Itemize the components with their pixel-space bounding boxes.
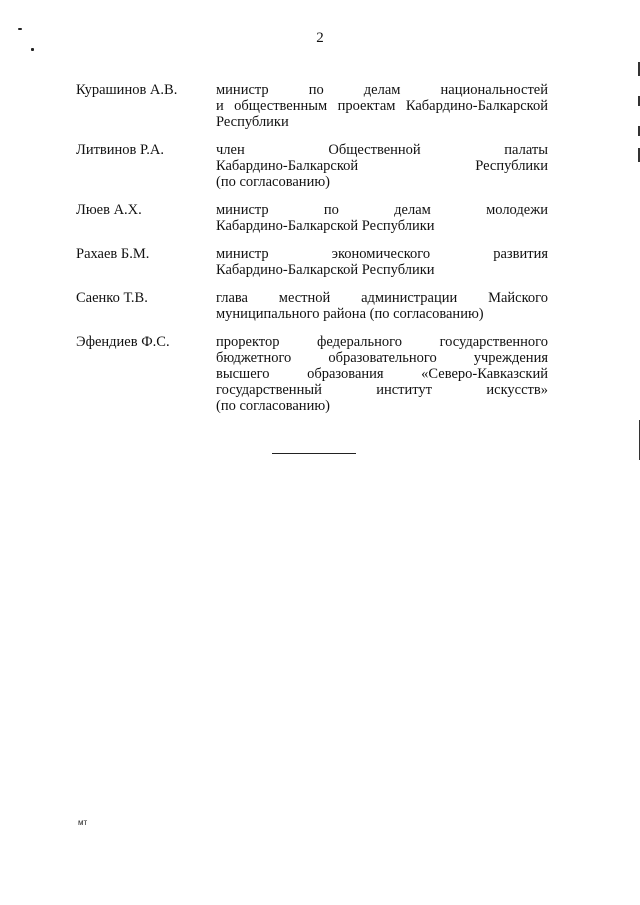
member-row (76, 202, 548, 234)
role-line: высшего образования «Северо-Кавказский (216, 366, 548, 382)
role-line: член Общественной палаты (216, 142, 548, 158)
role-line: проректор федерального государственного (216, 334, 548, 350)
page-number: 2 (316, 30, 324, 46)
role-line: Кабардино-Балкарской Республики (216, 218, 435, 234)
role-line: и общественным проектам Кабардино-Балкарской (216, 98, 548, 114)
role-line: Кабардино-Балкарской Республики (216, 262, 435, 278)
role-line: бюджетного образовательного учреждения (216, 350, 548, 366)
closing-separator-line (272, 453, 356, 454)
member-role (216, 334, 548, 414)
member-name: Литвинов Р.А. (76, 142, 164, 158)
role-line: министр по делам национальностей (216, 82, 548, 98)
role-line: министр по делам молодежи (216, 202, 548, 218)
member-row (76, 334, 548, 414)
member-name: Эфендиев Ф.С. (76, 334, 170, 350)
member-role (216, 202, 548, 234)
member-role (216, 290, 548, 322)
footer-mark: мт (78, 818, 88, 827)
scan-speck (18, 28, 22, 30)
member-row (76, 246, 548, 278)
role-line: министр экономического развития (216, 246, 548, 262)
scan-speck (31, 48, 34, 51)
role-line: глава местной администрации Майского (216, 290, 548, 306)
member-role (216, 246, 548, 278)
role-line: (по согласованию) (216, 174, 330, 190)
member-role (216, 142, 548, 190)
role-line: (по согласованию) (216, 398, 330, 414)
member-name: Рахаев Б.М. (76, 246, 150, 262)
member-row (76, 290, 548, 322)
role-line: Республики (216, 114, 289, 130)
member-role (216, 82, 548, 130)
member-row (76, 82, 548, 130)
member-name: Курашинов А.В. (76, 82, 178, 98)
role-line: государственный институт искусств» (216, 382, 548, 398)
member-name: Саенко Т.В. (76, 290, 148, 306)
member-list (76, 82, 548, 426)
role-line: Кабардино-Балкарской Республики (216, 158, 548, 174)
role-line: муниципального района (по согласованию) (216, 306, 484, 322)
member-name: Люев А.Х. (76, 202, 142, 218)
member-row (76, 142, 548, 190)
